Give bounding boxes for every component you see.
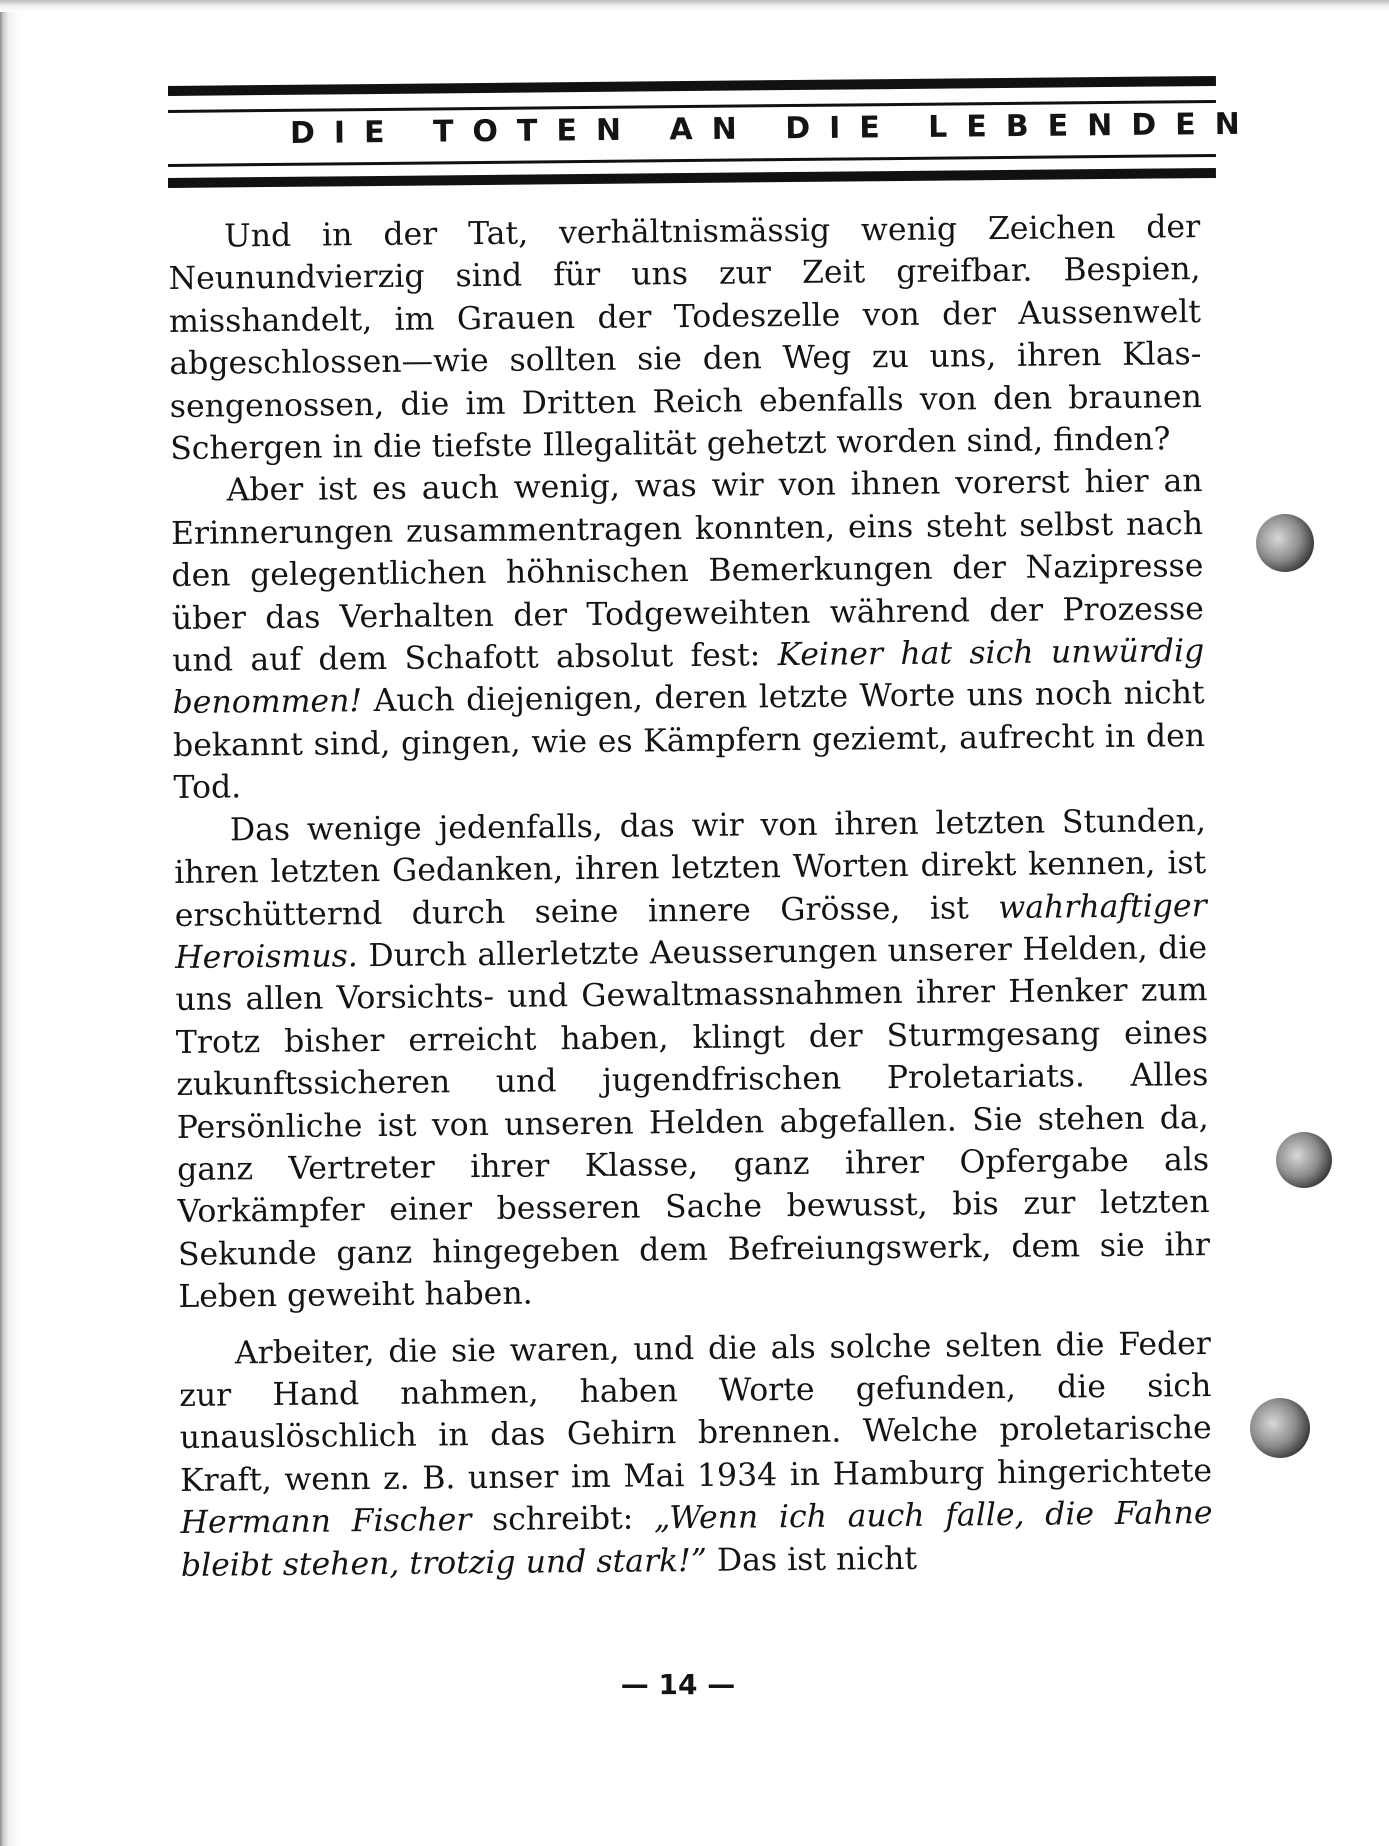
paragraph [168,206,1202,470]
punch-hole [1276,1132,1332,1188]
scan-top-edge [0,0,1389,12]
page-number: — 14 — [620,1668,736,1701]
person-name: Hermann Fischer [180,1502,472,1542]
header-rule-bottom-thin [168,154,1216,167]
punch-hole [1256,514,1314,572]
punch-hole [1250,1398,1310,1458]
text-run: schreibt: [471,1500,655,1539]
text-run: Aber ist es auch wenig, was wir von ihnen vorerst hier an Erinnerungen zusammentragen konnten, eins steht selbst nach den gelegentlichen höhnischen Bemerkungen der Nazipresse über das Verhalten der Todgeweihten während der Prozesse und auf dem Schafott absolut fest: [170,463,1204,680]
header-rule-bottom [168,168,1216,188]
emphasis-text: Keiner hat sich unwürdig benommen! [172,633,1205,722]
scan-page-edge [0,0,26,1846]
paragraph [174,800,1211,1319]
body-text [168,206,1213,1587]
quotation: „Wenn ich auch falle, die Fahne bleibt stehen, trotzig und stark!” [180,1495,1213,1584]
paragraph [179,1323,1213,1587]
running-head: DIE TOTEN AN DIE LEBENDEN [289,106,1259,151]
text-run: Das wenige jedenfalls, das wir von ihren letzten Stunden, ihren letzten Gedanken, ihren letzten Worten direkt kennen, ist erschütternd durch seine innere Grösse, ist [174,802,1207,934]
paragraph [170,461,1205,810]
text-run: Das ist nicht [706,1540,918,1579]
text-run: Auch diejenigen, deren letzte Worte uns noch nicht bekannt sind, gingen, wie es Kämpfern geziemt, aufrecht in den Tod. [172,675,1206,807]
text-run: Und in der Tat, verhältnismässig wenig Zeichen der Neunundvierzig sind für uns zur Zeit greifbar. Bespien, misshandelt, im Grauen der Todeszelle von der Aussenwelt abgeschlossen—wie sollten sie den Weg zu uns, ihren Klassengenossen, die im Dritten Reich ebenfalls von den braunen Schergen in die tiefste Illegalität gehetzt worden sind, finden? [168,209,1202,468]
header-rule-top [168,76,1216,96]
text-run: Arbeiter, die sie waren, und die als solche selten die Feder zur Hand nahmen, haben Worte gefunden, die sich unauslöschlich in das Gehirn brennen. Welche proletarische Kraft, wenn z. B. unser im Mai 1934 in Hamburg hingerichtete [179,1325,1213,1499]
emphasis-text: wahrhaftiger Heroismus. [174,887,1207,976]
text-run: Durch allerletzte Aeusserungen unserer Helden, die uns allen Vorsichts- und Gewaltmassnahmen ihrer Henker zum Trotz bisher erreicht haben, klingt der Sturmgesang eines zukunftssicheren und jugendfrischen Proletariats. Alles Persönliche ist von unseren Helden abgefallen. Sie stehen da, ganz Vertreter ihrer Klasse, ganz ihrer Opfergabe als Vorkämpfer einer besseren Sache bewusst, bis zur letzten Sekunde ganz hingegeben dem Befreiungswerk, dem sie ihr Leben geweiht haben. [175,929,1211,1316]
